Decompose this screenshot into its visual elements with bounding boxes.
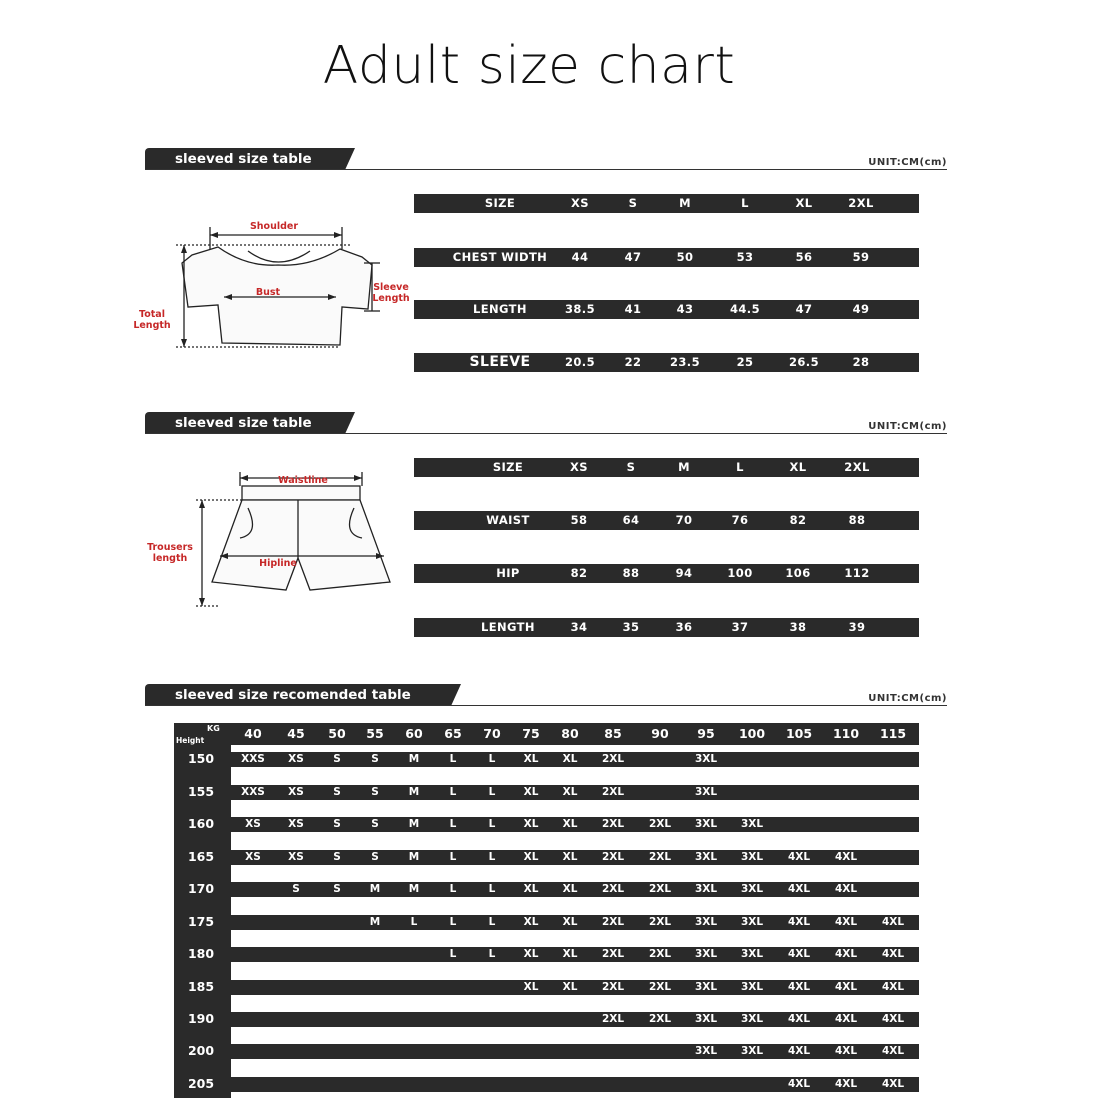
- bust-label: Bust: [255, 287, 281, 298]
- shorts-row-length: [414, 618, 919, 637]
- value-cell: 38: [789, 620, 807, 634]
- height-cell: 190: [187, 1011, 215, 1026]
- size-cell: 4XL: [881, 948, 905, 960]
- value-cell: 59: [852, 250, 870, 264]
- size-cell: 3XL: [694, 753, 718, 765]
- value-cell: 39: [848, 620, 866, 634]
- value-cell: 36: [675, 620, 693, 634]
- size-cell: S: [371, 851, 379, 863]
- value-cell: 37: [731, 620, 749, 634]
- size-cell: L: [488, 818, 496, 830]
- value-cell: 47: [624, 250, 642, 264]
- size-cell: S: [333, 818, 341, 830]
- value-cell: 49: [852, 302, 870, 316]
- height-cell: 180: [187, 946, 215, 961]
- row-label: SLEEVE: [469, 354, 531, 370]
- size-cell: 3XL: [740, 981, 764, 993]
- size-cell: S: [371, 818, 379, 830]
- size-cell: XS: [288, 786, 304, 798]
- size-cell: 4XL: [834, 1013, 858, 1025]
- value-cell: 112: [844, 566, 870, 580]
- weight-header-cell: 90: [651, 726, 669, 741]
- size-cell: S: [371, 786, 379, 798]
- size-cell: 3XL: [694, 1045, 718, 1057]
- hipline-label: Hipline: [259, 558, 297, 569]
- size-cell: L: [488, 916, 496, 928]
- size-cell: L: [449, 883, 457, 895]
- row-label: HIP: [496, 566, 520, 580]
- size-cell: 4XL: [787, 948, 811, 960]
- shoulder-label: Shoulder: [249, 221, 299, 232]
- weight-header-cell: 50: [328, 726, 346, 741]
- size-cell: L: [449, 916, 457, 928]
- shirt-section-header: [145, 148, 947, 170]
- size-cell: 3XL: [694, 1013, 718, 1025]
- size-cell: 3XL: [694, 981, 718, 993]
- size-cell: XL: [523, 981, 539, 993]
- table-row: [174, 752, 919, 767]
- size-cell: XL: [562, 818, 578, 830]
- value-cell: 82: [789, 513, 807, 527]
- size-cell: 3XL: [694, 883, 718, 895]
- size-cell: M: [408, 851, 420, 863]
- value-cell: 44.5: [730, 302, 760, 316]
- size-cell: XL: [795, 196, 813, 210]
- shirt-section-divider: [145, 169, 947, 170]
- shorts-section-divider: [145, 433, 947, 434]
- size-cell: 4XL: [834, 916, 858, 928]
- size-cell: M: [408, 818, 420, 830]
- size-cell: 2XL: [601, 981, 625, 993]
- size-cell: L: [449, 753, 457, 765]
- size-cell: L: [449, 786, 457, 798]
- size-cell: XS: [288, 851, 304, 863]
- size-cell: L: [488, 851, 496, 863]
- height-cell: 185: [187, 979, 215, 994]
- value-cell: 34: [570, 620, 588, 634]
- shorts-unit-label: UNIT:CM(cm): [868, 421, 947, 432]
- size-cell: 2XL: [648, 883, 672, 895]
- value-cell: 44: [571, 250, 589, 264]
- size-cell: XL: [523, 786, 539, 798]
- size-cell: 4XL: [787, 1078, 811, 1090]
- value-cell: 82: [570, 566, 588, 580]
- weight-header-cell: 70: [483, 726, 501, 741]
- height-cell: 155: [187, 784, 215, 799]
- table-row: [174, 817, 919, 832]
- value-cell: 106: [785, 566, 811, 580]
- size-cell: 4XL: [834, 851, 858, 863]
- size-cell: XL: [562, 981, 578, 993]
- weight-header-cell: 60: [405, 726, 423, 741]
- size-cell: 3XL: [694, 948, 718, 960]
- size-cell: XL: [523, 916, 539, 928]
- value-cell: 35: [622, 620, 640, 634]
- value-cell: 41: [624, 302, 642, 316]
- value-cell: 94: [675, 566, 693, 580]
- value-cell: 88: [622, 566, 640, 580]
- size-cell: S: [333, 786, 341, 798]
- size-cell: 3XL: [740, 1045, 764, 1057]
- size-cell: M: [369, 883, 381, 895]
- weight-header-cell: 110: [832, 726, 860, 741]
- size-cell: 4XL: [787, 916, 811, 928]
- table-row: [174, 850, 919, 865]
- weight-header-cell: 85: [604, 726, 622, 741]
- value-cell: 25: [736, 355, 754, 369]
- size-cell: XXS: [241, 786, 265, 798]
- row-label: CHEST WIDTH: [452, 250, 548, 264]
- size-cell: S: [626, 460, 636, 474]
- size-cell: M: [678, 460, 690, 474]
- size-cell: M: [369, 916, 381, 928]
- size-cell: 2XL: [648, 948, 672, 960]
- shorts-section-title: sleeved size table: [145, 412, 345, 434]
- size-cell: 3XL: [694, 916, 718, 928]
- value-cell: 70: [675, 513, 693, 527]
- size-cell: 4XL: [881, 1078, 905, 1090]
- size-cell: 3XL: [694, 818, 718, 830]
- size-cell: 4XL: [834, 1078, 858, 1090]
- size-cell: 4XL: [787, 1045, 811, 1057]
- size-cell: S: [371, 753, 379, 765]
- size-cell: XL: [789, 460, 807, 474]
- table-row: [174, 1012, 919, 1027]
- table-row: [174, 785, 919, 800]
- weight-header-cell: 115: [879, 726, 907, 741]
- size-cell: XL: [523, 753, 539, 765]
- size-cell: 3XL: [740, 818, 764, 830]
- size-cell: S: [292, 883, 300, 895]
- size-cell: 3XL: [740, 883, 764, 895]
- size-cell: L: [449, 818, 457, 830]
- size-cell: 2XL: [601, 883, 625, 895]
- size-cell: 2XL: [601, 948, 625, 960]
- shorts-row-waist: [414, 511, 919, 530]
- size-cell: 4XL: [881, 981, 905, 993]
- shirt-section-title: sleeved size table: [145, 148, 345, 170]
- size-cell: XL: [562, 916, 578, 928]
- size-cell: XS: [288, 753, 304, 765]
- size-cell: L: [449, 948, 457, 960]
- size-cell: XL: [523, 818, 539, 830]
- weight-header-cell: 65: [444, 726, 462, 741]
- size-cell: M: [408, 753, 420, 765]
- shorts-section-header: [145, 412, 947, 434]
- size-cell: S: [333, 883, 341, 895]
- size-cell: 4XL: [787, 883, 811, 895]
- size-cell: 2XL: [601, 753, 625, 765]
- size-cell: L: [488, 883, 496, 895]
- size-cell: 4XL: [834, 1045, 858, 1057]
- value-cell: 53: [736, 250, 754, 264]
- rec-section-divider: [145, 705, 947, 706]
- value-cell: 26.5: [789, 355, 819, 369]
- shorts-diagram: [190, 472, 410, 617]
- size-cell: 2XL: [848, 196, 874, 210]
- row-label: WAIST: [486, 513, 530, 527]
- recommended-size-table: [174, 723, 919, 1098]
- size-cell: S: [333, 753, 341, 765]
- value-cell: 22: [624, 355, 642, 369]
- waistline-label: Waistline: [278, 475, 328, 486]
- size-cell: XL: [523, 883, 539, 895]
- shorts-row-hip: [414, 564, 919, 583]
- sleeve-length-label: Sleeve Length: [372, 282, 410, 304]
- height-column-bg: [174, 723, 231, 1098]
- value-cell: 56: [795, 250, 813, 264]
- size-cell: XL: [562, 753, 578, 765]
- size-cell: XS: [245, 851, 261, 863]
- weight-header-row: [174, 723, 919, 745]
- row-label: SIZE: [484, 196, 516, 210]
- size-cell: L: [488, 948, 496, 960]
- size-cell: XS: [288, 818, 304, 830]
- trousers-length-label: Trousers length: [147, 542, 193, 564]
- weight-header-cell: 95: [697, 726, 715, 741]
- size-cell: XXS: [241, 753, 265, 765]
- size-cell: S: [333, 851, 341, 863]
- value-cell: 88: [848, 513, 866, 527]
- size-cell: 2XL: [648, 916, 672, 928]
- size-cell: 3XL: [740, 1013, 764, 1025]
- height-label: Height: [176, 736, 205, 745]
- size-cell: L: [488, 753, 496, 765]
- size-cell: XL: [562, 948, 578, 960]
- size-cell: 2XL: [648, 1013, 672, 1025]
- size-cell: 2XL: [601, 786, 625, 798]
- shirt-unit-label: UNIT:CM(cm): [868, 157, 947, 168]
- size-cell: 4XL: [881, 1013, 905, 1025]
- weight-header-cell: 105: [785, 726, 813, 741]
- value-cell: 58: [570, 513, 588, 527]
- page-title: Adult size chart: [322, 36, 736, 96]
- size-cell: 2XL: [601, 916, 625, 928]
- value-cell: 50: [676, 250, 694, 264]
- size-cell: 2XL: [601, 851, 625, 863]
- weight-header-cell: 40: [244, 726, 262, 741]
- size-cell: M: [679, 196, 691, 210]
- table-row: [174, 915, 919, 930]
- size-cell: XL: [562, 786, 578, 798]
- size-cell: 4XL: [881, 916, 905, 928]
- table-row: [174, 1077, 919, 1092]
- size-cell: L: [736, 460, 744, 474]
- size-cell: XS: [245, 818, 261, 830]
- table-row: [174, 980, 919, 995]
- height-cell: 200: [187, 1043, 215, 1058]
- size-cell: 3XL: [694, 786, 718, 798]
- row-label: LENGTH: [481, 620, 535, 634]
- weight-header-cell: 55: [366, 726, 384, 741]
- weight-header-cell: 80: [561, 726, 579, 741]
- size-cell: 4XL: [834, 883, 858, 895]
- height-cell: 160: [187, 816, 215, 831]
- size-cell: XL: [562, 883, 578, 895]
- size-cell: L: [410, 916, 418, 928]
- size-cell: 4XL: [787, 851, 811, 863]
- value-cell: 28: [852, 355, 870, 369]
- size-cell: 3XL: [740, 851, 764, 863]
- size-cell: M: [408, 786, 420, 798]
- value-cell: 23.5: [670, 355, 700, 369]
- size-cell: 2XL: [844, 460, 870, 474]
- size-cell: 2XL: [601, 1013, 625, 1025]
- table-row: [174, 1044, 919, 1059]
- size-cell: 3XL: [740, 916, 764, 928]
- rec-unit-label: UNIT:CM(cm): [868, 693, 947, 704]
- size-cell: 4XL: [834, 981, 858, 993]
- table-row: [174, 947, 919, 962]
- size-cell: 3XL: [740, 948, 764, 960]
- value-cell: 76: [731, 513, 749, 527]
- table-row: [174, 882, 919, 897]
- size-cell: S: [628, 196, 638, 210]
- size-cell: 2XL: [601, 818, 625, 830]
- shorts-row-size: [414, 458, 919, 477]
- row-label: SIZE: [492, 460, 524, 474]
- size-cell: 4XL: [881, 1045, 905, 1057]
- size-cell: 2XL: [648, 851, 672, 863]
- size-cell: 2XL: [648, 818, 672, 830]
- value-cell: 38.5: [565, 302, 595, 316]
- value-cell: 64: [622, 513, 640, 527]
- shirt-row-length: [414, 300, 919, 319]
- value-cell: 47: [795, 302, 813, 316]
- size-cell: XS: [570, 460, 588, 474]
- size-cell: L: [741, 196, 749, 210]
- rec-section-header: [145, 684, 947, 706]
- size-cell: XL: [523, 948, 539, 960]
- height-cell: 175: [187, 914, 215, 929]
- weight-header-cell: 100: [738, 726, 766, 741]
- shirt-row-sleeve: [414, 353, 919, 372]
- size-cell: XL: [523, 851, 539, 863]
- size-cell: L: [488, 786, 496, 798]
- height-cell: 165: [187, 849, 215, 864]
- height-cell: 170: [187, 881, 215, 896]
- value-cell: 43: [676, 302, 694, 316]
- height-cell: 205: [187, 1076, 215, 1091]
- size-cell: XL: [562, 851, 578, 863]
- height-cell: 150: [187, 751, 215, 766]
- weight-header-cell: 75: [522, 726, 540, 741]
- size-cell: 2XL: [648, 981, 672, 993]
- total-length-label: Total Length: [133, 309, 171, 331]
- shirt-row-size: [414, 194, 919, 213]
- size-cell: 3XL: [694, 851, 718, 863]
- size-cell: 4XL: [787, 981, 811, 993]
- rec-section-title: sleeved size recomended table: [145, 684, 451, 706]
- kg-label: KG: [207, 724, 220, 733]
- size-cell: 4XL: [787, 1013, 811, 1025]
- row-label: LENGTH: [473, 302, 527, 316]
- weight-header-cell: 45: [287, 726, 305, 741]
- size-cell: L: [449, 851, 457, 863]
- size-cell: XS: [571, 196, 589, 210]
- size-cell: 4XL: [834, 948, 858, 960]
- value-cell: 100: [727, 566, 753, 580]
- shirt-row-chest: [414, 248, 919, 267]
- size-cell: M: [408, 883, 420, 895]
- value-cell: 20.5: [565, 355, 595, 369]
